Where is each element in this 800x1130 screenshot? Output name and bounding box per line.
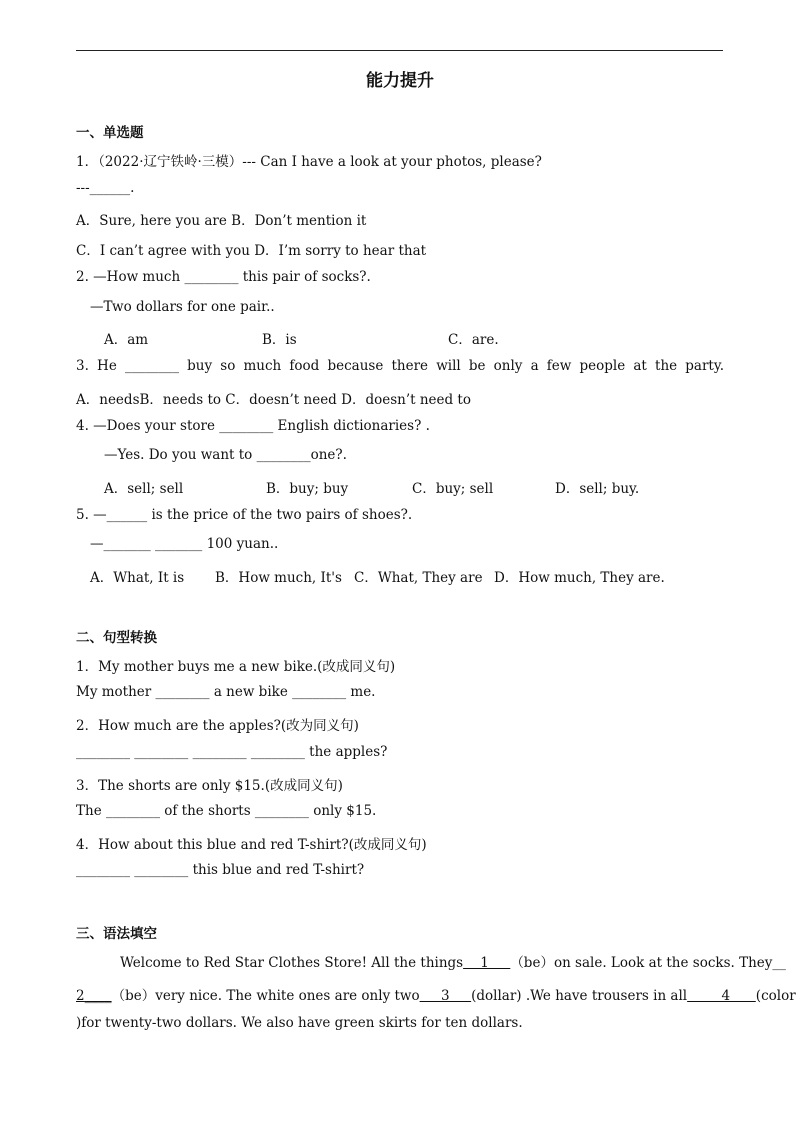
header-rule bbox=[76, 50, 723, 51]
q5-option-b: B．How much, It's bbox=[215, 570, 342, 586]
grammar-text-2c: (color bbox=[755, 988, 796, 1004]
q2-stem: 2. —How much ________ this pair of socks?. bbox=[76, 269, 371, 285]
grammar-blank-2-tail: ____ bbox=[84, 988, 112, 1004]
q1-answer-line: ---______. bbox=[76, 180, 135, 196]
transform-4-answer: ________ ________ this blue and red T-shirt? bbox=[76, 862, 365, 878]
transform-2-answer: ________ ________ ________ ________ the apples? bbox=[76, 744, 388, 760]
q4-option-d: D．sell; buy. bbox=[555, 481, 640, 497]
transform-3-answer: The ________ of the shorts ________ only $15. bbox=[76, 803, 377, 819]
grammar-paragraph-line-3: )for twenty-two dollars. We also have green skirts for ten dollars. bbox=[76, 1015, 523, 1031]
grammar-text-1b: （be）on sale. Look at the socks. They bbox=[510, 955, 773, 971]
grammar-blank-2: 2 bbox=[76, 988, 85, 1004]
transform-1-answer: My mother ________ a new bike ________ me. bbox=[76, 684, 376, 700]
q2-option-a: A．am bbox=[104, 332, 149, 348]
grammar-blank-3: 3 bbox=[419, 988, 472, 1004]
q4-line2: —Yes. Do you want to ________one?. bbox=[104, 447, 347, 463]
q4-option-c: C．buy; sell bbox=[412, 481, 494, 497]
q4-option-a: A．sell; sell bbox=[104, 481, 184, 497]
transform-4-question: 4．How about this blue and red T-shirt?(改成同义句) bbox=[76, 837, 427, 853]
section-heading-sentence-transform: 二、句型转换 bbox=[76, 630, 157, 646]
grammar-text-2b: (dollar) .We have trousers in all bbox=[471, 988, 688, 1004]
q5-stem: 5. —______ is the price of the two pairs of shoes?. bbox=[76, 507, 413, 523]
grammar-paragraph-line-2 bbox=[76, 984, 796, 1004]
grammar-blank-1: 1 bbox=[463, 955, 511, 971]
q4-option-b: B．buy; buy bbox=[266, 481, 349, 497]
section-heading-single-choice: 一、单选题 bbox=[76, 125, 144, 141]
grammar-paragraph-line-1 bbox=[120, 951, 786, 971]
q5-option-d: D．How much, They are. bbox=[494, 570, 665, 586]
q2-option-b: B．is bbox=[262, 332, 297, 348]
q2-line2: —Two dollars for one pair.. bbox=[90, 299, 275, 315]
q4-stem: 4. —Does your store ________ English dictionaries? . bbox=[76, 418, 430, 434]
transform-2-question: 2．How much are the apples?(改为同义句) bbox=[76, 718, 359, 734]
transform-3-question: 3．The shorts are only $15.(改成同义句) bbox=[76, 778, 343, 794]
q1-stem: 1．（2022·辽宁铁岭·三模）--- Can I have a look at your photos, please? bbox=[76, 154, 542, 170]
q3-options: A．needsB．needs to C．doesn’t need D．doesn’t need to bbox=[76, 392, 471, 408]
section-heading-grammar-fill: 三、语法填空 bbox=[76, 926, 157, 942]
page-title: 能力提升 bbox=[366, 71, 434, 91]
q5-option-a: A．What, It is bbox=[90, 570, 185, 586]
q1-options-cd: C．I can’t agree with you D．I’m sorry to hear that bbox=[76, 243, 427, 259]
q1-options-ab: A．Sure, here you are B．Don’t mention it bbox=[76, 213, 367, 229]
q5-option-c: C．What, They are bbox=[354, 570, 483, 586]
grammar-text-2a: （be）very nice. The white ones are only two bbox=[111, 988, 420, 1004]
q3-stem: 3. He ________ buy so much food because there will be only a few people at the party. bbox=[76, 358, 724, 374]
q5-line2: —_______ _______ 100 yuan.. bbox=[90, 536, 279, 552]
grammar-text-1a: Welcome to Red Star Clothes Store! All the things bbox=[120, 955, 464, 971]
grammar-blank-4: 4 bbox=[687, 988, 756, 1004]
transform-1-question: 1．My mother buys me a new bike.(改成同义句) bbox=[76, 659, 396, 675]
q2-option-c: C．are. bbox=[448, 332, 499, 348]
grammar-blank-2-head: __ bbox=[772, 955, 786, 971]
